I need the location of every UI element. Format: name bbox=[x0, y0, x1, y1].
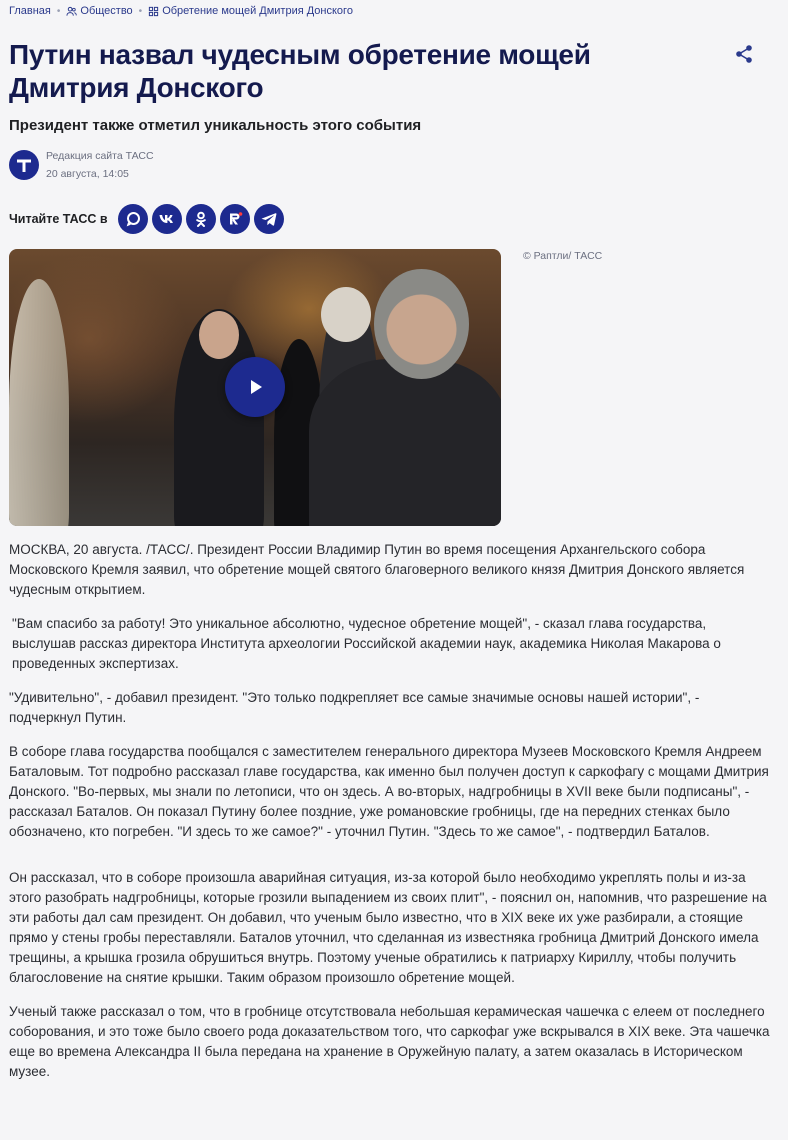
breadcrumb-section-label: Общество bbox=[80, 5, 133, 17]
video-frame-figure bbox=[199, 311, 239, 359]
breadcrumb-story-link[interactable] bbox=[148, 5, 353, 17]
share-button[interactable] bbox=[733, 43, 755, 65]
ok-button[interactable] bbox=[186, 204, 216, 234]
read-in-label: Читайте ТАСС в bbox=[9, 212, 108, 226]
author-block bbox=[9, 150, 154, 180]
article-paragraph: "Вам спасибо за работу! Это уникальное абсолютно, чудесное обретение мощей", - сказал глава государства, выслушав рассказ директора Института археологии Российской академии наук, академика Николая Макарова о проведенных экспертизах. bbox=[12, 616, 721, 671]
page-title: Путин назвал чудесным обретение мощей Дмитрия Донского bbox=[9, 39, 591, 103]
breadcrumb bbox=[9, 5, 353, 17]
breadcrumb-story-label: Обретение мощей Дмитрия Донского bbox=[162, 5, 353, 17]
article-paragraph: В соборе глава государства пообщался с заместителем генерального директора Музеев Московского Кремля Андреем Баталовым. Тот подробно рассказал главе государства, как именно был получен доступ к саркофагу с мощами Дмитрия Донского. "Во-первых, мы знали по летописи, что он здесь. А во-вторых, надгробницы в XVII веке были подписаны", - рассказал Баталов. Он показал Путину более поздние, уже романовские гробницы, где на передних стенках было обозначено, кто погребен. "И здесь то же самое?" - уточнил Путин. "Здесь то же самое", - подтвердил Баталов. bbox=[9, 744, 769, 839]
people-icon bbox=[66, 6, 77, 17]
share-icon bbox=[734, 44, 754, 64]
photo-credit: © Раптли/ ТАСС bbox=[523, 250, 603, 262]
breadcrumb-separator: • bbox=[138, 5, 143, 17]
ok-icon bbox=[192, 210, 210, 228]
rutube-icon bbox=[226, 210, 244, 228]
article-body bbox=[9, 540, 771, 1096]
play-button[interactable] bbox=[225, 357, 285, 417]
rutube-button[interactable] bbox=[220, 204, 250, 234]
vk-icon bbox=[158, 210, 176, 228]
tass-t-icon bbox=[15, 156, 33, 174]
play-icon bbox=[244, 376, 266, 398]
breadcrumb-separator: • bbox=[56, 5, 61, 17]
article-paragraph: МОСКВА, 20 августа. /ТАСС/. Президент России Владимир Путин во время посещения Архангельского собора Московского Кремля заявил, что обретение мощей святого благоверного великого князя Дмитрия Донского является чудесным открытием. bbox=[9, 542, 745, 597]
breadcrumb-home-link[interactable]: Главная bbox=[9, 5, 51, 17]
tass-logo[interactable] bbox=[9, 150, 39, 180]
video-frame-figure bbox=[321, 287, 371, 342]
publish-date: 20 августа, 14:05 bbox=[46, 168, 129, 180]
telegram-icon bbox=[260, 210, 278, 228]
article-subtitle: Президент также отметил уникальность этого события bbox=[9, 117, 422, 134]
article-paragraph: "Удивительно", - добавил президент. "Это только подкрепляет все самые значимые основы нашей истории", - подчеркнул Путин. bbox=[9, 690, 700, 725]
grid-icon bbox=[148, 6, 159, 17]
video-frame-figure bbox=[309, 359, 501, 526]
max-button[interactable] bbox=[118, 204, 148, 234]
breadcrumb-section-link[interactable] bbox=[66, 5, 132, 17]
article-paragraph: Он рассказал, что в соборе произошла аварийная ситуация, из-за которой было необходимо укреплять полы и из-за этого разобрать надгробницы, которые грозили выпадением из своих плит", - пояснил он, напомнив, что разрешение на эти работы дал сам президент. Он добавил, что ученым было известно, что в XIX веке их уже разбирали, а стоящие прямо у стены гробы переставляли. Баталов уточнил, что сделанная из известняка гробница Дмитрий Донского имела трещины, а крышка грозила обрушиться внутрь. Поэтому ученые обратились к патриарху Кириллу, чтобы получить благословение на снятие крышки. Таким образом произошло обретение мощей. bbox=[9, 870, 767, 985]
video-player[interactable] bbox=[9, 249, 501, 526]
max-icon bbox=[124, 210, 142, 228]
vk-button[interactable] bbox=[152, 204, 182, 234]
read-tass-in bbox=[9, 204, 284, 234]
telegram-button[interactable] bbox=[254, 204, 284, 234]
article-paragraph: Ученый также рассказал о том, что в гробнице отсутствовала небольшая керамическая чашечка с елеем от последнего соборования, и это тоже было своего рода доказательством того, что саркофаг уже вскрывался в XIX веке. Эта чашечка еще во времена Александра II была передана на хранение в Оружейную палату, а затем оказалась в Историческом музее. bbox=[9, 1004, 770, 1079]
video-frame-figure bbox=[374, 269, 469, 379]
video-frame-figure bbox=[9, 279, 69, 526]
author-name[interactable]: Редакция сайта ТАСС bbox=[46, 150, 154, 162]
